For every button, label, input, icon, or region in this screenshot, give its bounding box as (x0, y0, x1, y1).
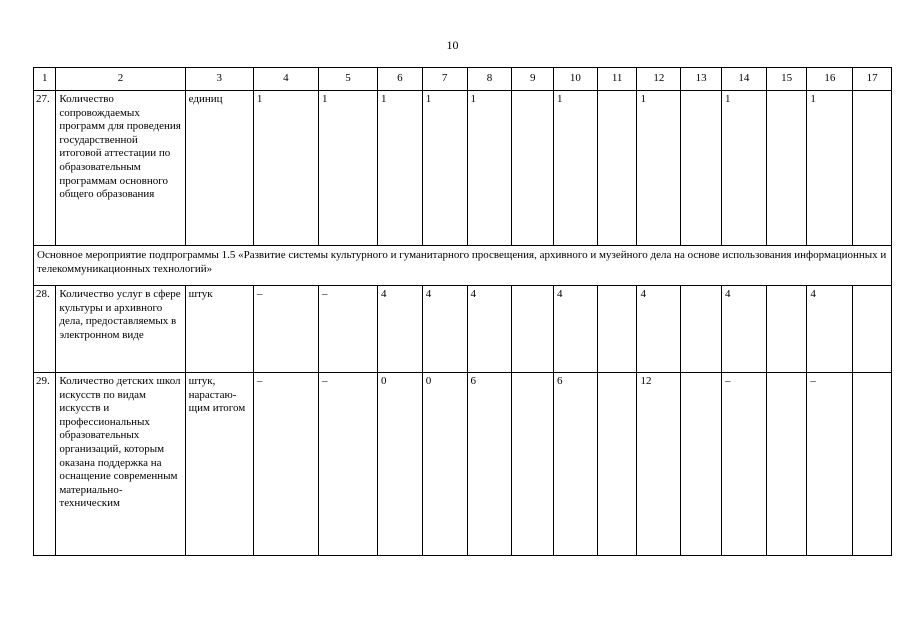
column-header: 16 (807, 68, 853, 91)
value-cell (766, 373, 807, 556)
column-header: 17 (853, 68, 892, 91)
page-number: 10 (446, 38, 459, 52)
value-cell: 4 (554, 286, 598, 373)
value-cell: 6 (554, 373, 598, 556)
table-row-28 (34, 286, 892, 373)
value-cell (853, 286, 892, 373)
value-cell: 1 (554, 91, 598, 246)
value-cell (766, 286, 807, 373)
column-header: 14 (721, 68, 766, 91)
value-cell: 4 (637, 286, 681, 373)
column-header: 9 (512, 68, 554, 91)
value-cell: – (253, 373, 318, 556)
column-header: 13 (681, 68, 722, 91)
value-cell: 1 (318, 91, 377, 246)
indicator-name: Количество услуг в сфере культуры и архивного дела, предоставляемых в электронном виде (56, 286, 185, 373)
column-header: 8 (467, 68, 512, 91)
column-header: 1 (34, 68, 56, 91)
column-number-row (34, 68, 892, 91)
column-header: 5 (318, 68, 377, 91)
column-header: 3 (185, 68, 253, 91)
value-cell: 1 (467, 91, 512, 246)
value-cell (853, 373, 892, 556)
column-header: 12 (637, 68, 681, 91)
value-cell (512, 91, 554, 246)
section-title: Основное мероприятие подпрограммы 1.5 «Развитие системы культурного и гуманитарного просвещения, архивного и музейного дела на основе использования информационных и телекоммуникационных технологий» (34, 246, 892, 286)
value-cell: 0 (377, 373, 422, 556)
value-cell: 12 (637, 373, 681, 556)
table-row-29 (34, 373, 892, 556)
data-table (33, 67, 892, 556)
column-header: 7 (422, 68, 467, 91)
row-number: 27. (34, 91, 56, 246)
value-cell (853, 91, 892, 246)
row-number: 29. (34, 373, 56, 556)
value-cell: – (721, 373, 766, 556)
value-cell: 1 (637, 91, 681, 246)
section-row (34, 246, 892, 286)
value-cell: 4 (422, 286, 467, 373)
column-header: 10 (554, 68, 598, 91)
unit-cell: штук (185, 286, 253, 373)
value-cell: – (318, 286, 377, 373)
value-cell (681, 91, 722, 246)
value-cell (512, 373, 554, 556)
value-cell: 0 (422, 373, 467, 556)
value-cell (597, 91, 637, 246)
value-cell: 1 (422, 91, 467, 246)
value-cell: 1 (253, 91, 318, 246)
unit-cell: единиц (185, 91, 253, 246)
value-cell (512, 286, 554, 373)
value-cell (597, 373, 637, 556)
value-cell: 6 (467, 373, 512, 556)
value-cell: – (807, 373, 853, 556)
value-cell: 1 (807, 91, 853, 246)
indicator-name: Количество сопровождаемых программ для проведения государственной итоговой аттестации по образовательным программам основного общего образования (56, 91, 185, 246)
value-cell (681, 286, 722, 373)
value-cell: – (318, 373, 377, 556)
value-cell: 4 (721, 286, 766, 373)
indicator-name: Количество детских школ искусств по видам искусств и профессиональных образовательных организаций, которым оказана поддержка на оснащение современным материально-техническим (56, 373, 185, 556)
value-cell: 4 (467, 286, 512, 373)
value-cell: 1 (721, 91, 766, 246)
value-cell: – (253, 286, 318, 373)
column-header: 2 (56, 68, 185, 91)
value-cell: 4 (807, 286, 853, 373)
column-header: 15 (766, 68, 807, 91)
value-cell: 4 (377, 286, 422, 373)
column-header: 11 (597, 68, 637, 91)
row-number: 28. (34, 286, 56, 373)
value-cell: 1 (377, 91, 422, 246)
column-header: 4 (253, 68, 318, 91)
value-cell (766, 91, 807, 246)
table-row-27 (34, 91, 892, 246)
column-header: 6 (377, 68, 422, 91)
value-cell (597, 286, 637, 373)
value-cell (681, 373, 722, 556)
unit-cell: штук, нарастаю-щим итогом (185, 373, 253, 556)
